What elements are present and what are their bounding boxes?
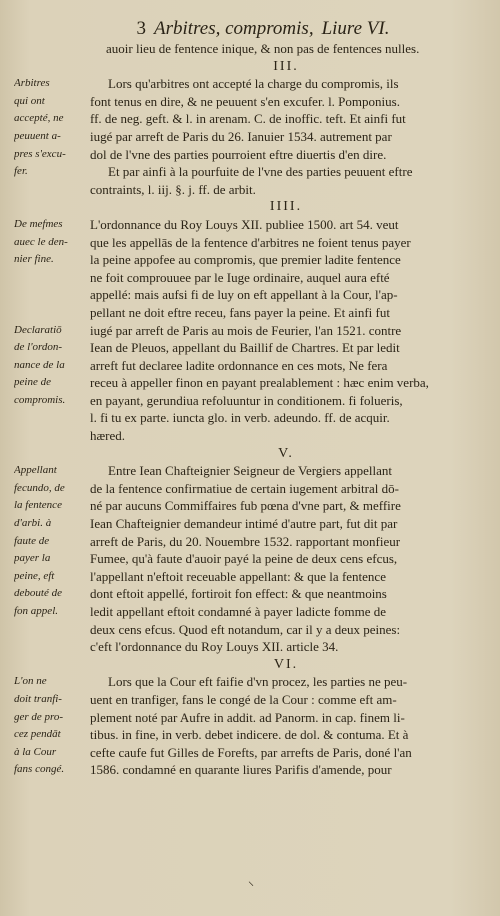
margin-note [14, 427, 90, 445]
text-row [14, 550, 482, 568]
text-row [14, 533, 482, 551]
body-line: l. fi tu ex parte. iuncta glo. in verb. adeundo. ff. de acquir. [90, 410, 390, 426]
margin-note: debouté de [14, 587, 62, 600]
body-line: de la fentence confirmatiue de certain iugement arbitral dō- [90, 480, 399, 496]
text-row [14, 286, 482, 304]
margin-note: faute de [14, 534, 50, 547]
text-row [14, 304, 482, 322]
body-line: tibus. in fine, in verb. debet indicere. de dol. & contuma. Et à [90, 727, 409, 743]
body-line: iugé par arreft de Paris au mois de Feurier, l'an 1521. contre [90, 322, 402, 338]
section-heading: IIII. [269, 199, 303, 215]
body-line: Fumee, qu'à faute d'auoir payé la peine de deux cens efcus, [90, 551, 398, 567]
text-row [14, 269, 482, 287]
margin-note: la fentence [14, 499, 62, 512]
text-row [14, 357, 482, 375]
margin-note [14, 638, 90, 656]
body-line: cefte caufe fut Gilles de Forefts, par arrefts de Paris, doné l'an [90, 744, 412, 760]
section-heading: III. [273, 58, 299, 74]
text-row [14, 691, 482, 709]
text-row [14, 181, 482, 199]
body-line: arreft fut declaree ladite ordonnance en ces mots, Ne fera [90, 357, 388, 373]
margin-note: de l'ordon- [14, 341, 63, 354]
body-line: Lors qu'arbitres ont accepté la charge du compromis, ils [108, 76, 399, 92]
margin-note: Appellant [14, 464, 57, 477]
body-line: dol de l'vne des parties pourroient eftre diuertis d'en dire. [90, 146, 387, 162]
body-line: Iean Chafteignier demandeur intimé d'autre part, fut dit par [90, 516, 398, 532]
text-row [14, 744, 482, 762]
text-row [14, 374, 482, 392]
book-label: Liure VI. [321, 18, 390, 39]
body-line: la peine appofee au compromis, que premier ladite fentence [90, 252, 401, 268]
body-line: hæred. [90, 428, 126, 444]
body-line: pellant ne doit eftre receu, fans payer la peine. Et ainfi fut [90, 304, 390, 320]
margin-note: peine, eft [14, 569, 55, 582]
body-line: ne foit comprouuee par le Iuge ordinaire, auquel aura efté [90, 269, 390, 285]
text-row [14, 709, 482, 727]
margin-note: à la Cour [14, 745, 57, 758]
text-row [14, 462, 482, 480]
margin-note [14, 304, 90, 322]
body-line: iugé par arreft de Paris du 26. Ianuier 1534. autrement par [90, 128, 392, 144]
text-row [14, 515, 482, 533]
text-row [14, 409, 482, 427]
margin-note: cez pendāt [14, 728, 61, 741]
text-row [14, 568, 482, 586]
body-line: Lors que la Cour eft faifie d'vn procez, les parties ne peu- [108, 674, 408, 690]
text-row [14, 322, 482, 340]
margin-note: Declaratiō [14, 323, 62, 336]
running-title: Arbitres, compromis, [154, 18, 314, 39]
margin-note: peine de [14, 376, 51, 389]
text-row [14, 251, 482, 269]
body-line: arreft de Paris, du 20. Nouembre 1532. rapportant monfieur [90, 533, 401, 549]
body-line: Et par ainfi à la pourfuite de l'vne des parties peuuent eftre [108, 164, 413, 180]
margin-note: fer. [14, 165, 28, 178]
margin-note: compromis. [14, 393, 66, 406]
body-line: appellé: mais aufsi fi de luy on eft appellant à la Cour, l'ap- [90, 287, 398, 303]
section-heading: VI. [273, 656, 299, 672]
body-line: Entre Iean Chafteignier Seigneur de Vergiers appellant [108, 463, 392, 479]
body-line: 1586. condamné en quarante liures Parifis d'amende, pour [90, 762, 392, 778]
text-row [14, 234, 482, 252]
margin-note: pres s'excu- [14, 147, 66, 160]
body-line: dont eftoit appellé, fortiroit fon effect: & que neantmoins [90, 586, 387, 602]
body-line: que les appellās de la fentence d'arbitres ne foient tenus payer [90, 234, 411, 250]
page-header [44, 18, 482, 40]
margin-note: ger de pro- [14, 710, 64, 723]
margin-note: nance de la [14, 358, 65, 371]
text-row [14, 603, 482, 621]
text-row [14, 638, 482, 656]
text-row [14, 480, 482, 498]
intro-line: auoir lieu de fentence inique, & non pas de fentences nulles. [106, 41, 420, 56]
margin-note: De mefmes [14, 217, 63, 230]
margin-note: qui ont [14, 94, 45, 107]
margin-note: payer la [14, 552, 51, 565]
text-row [14, 497, 482, 515]
section-heading: V. [278, 445, 294, 461]
text-row [14, 585, 482, 603]
text-row [14, 726, 482, 744]
margin-note [14, 269, 90, 287]
text-row [14, 110, 482, 128]
text-row [14, 673, 482, 691]
footer-mark: ⸜ [248, 874, 255, 888]
margin-note: Arbitres [14, 77, 50, 90]
body-line: c'eft l'ordonnance du Roy Louys XII. article 34. [90, 639, 339, 655]
margin-note: fon appel. [14, 605, 58, 617]
margin-note [14, 286, 90, 304]
body-line: ff. de neg. geft. & l. in arenam. C. de inoffic. teft. Et ainfi fut [90, 111, 406, 127]
margin-note: fecundo, de [14, 481, 65, 494]
margin-note: accepté, ne [14, 112, 64, 125]
text-row [14, 163, 482, 181]
margin-note [14, 409, 90, 427]
body-line: uent en tranfiger, fans le congé de la Cour : comme eft am- [90, 691, 397, 707]
text-row [14, 339, 482, 357]
text-row [14, 392, 482, 410]
margin-note: d'arbi. à [14, 517, 52, 530]
body-line: contraints, l. iij. §. j. ff. de arbit. [90, 181, 256, 197]
text-row [14, 427, 482, 445]
body-line: L'ordonnance du Roy Louys XII. publiee 1500. art 54. veut [90, 216, 399, 232]
body-line: né par aucuns Commiffaires fub pœna d'vne part, & meffire [90, 498, 401, 514]
margin-note: auec le den- [14, 235, 68, 248]
page-number: 3 [136, 18, 147, 39]
body-line: font tenus en dire, & ne peuuent s'en excufer. l. Pomponius. [90, 93, 400, 109]
margin-note: peuuent a- [14, 129, 61, 142]
body-line: l'appellant n'eftoit receuable appellant: & que la fentence [90, 568, 386, 584]
margin-note: doit tranfi- [14, 692, 62, 705]
body-line: ledit appellant eftoit condamné à payer ladicte fomme de [90, 604, 386, 619]
text-row [14, 75, 482, 93]
body-line: deux cens efcus. Quod eft notandum, car il y a deux peines: [90, 621, 401, 637]
text-row [14, 761, 482, 779]
body-line: receu à appeller finon en payant prealablement : hæc enim verba, [90, 375, 429, 391]
margin-note [14, 621, 90, 639]
text-row [14, 146, 482, 164]
margin-note: L'on ne [14, 675, 47, 688]
text-row [14, 216, 482, 234]
body-line: Iean de Pleuos, appellant du Baillif de Chartres. Et par ledit [90, 340, 400, 356]
sections-container [14, 58, 482, 779]
body-line: en payant, gerundiua refoluuntur in conditionem. fi folueris, [90, 392, 403, 408]
margin-note [14, 181, 90, 199]
text-row [14, 93, 482, 111]
margin-note: fans congé. [14, 763, 65, 776]
body-line: plement noté par Aufre in addit. ad Panorm. in cap. finem li- [90, 709, 405, 725]
text-row [14, 128, 482, 146]
margin-note: nier fine. [14, 253, 54, 266]
text-row [14, 621, 482, 639]
